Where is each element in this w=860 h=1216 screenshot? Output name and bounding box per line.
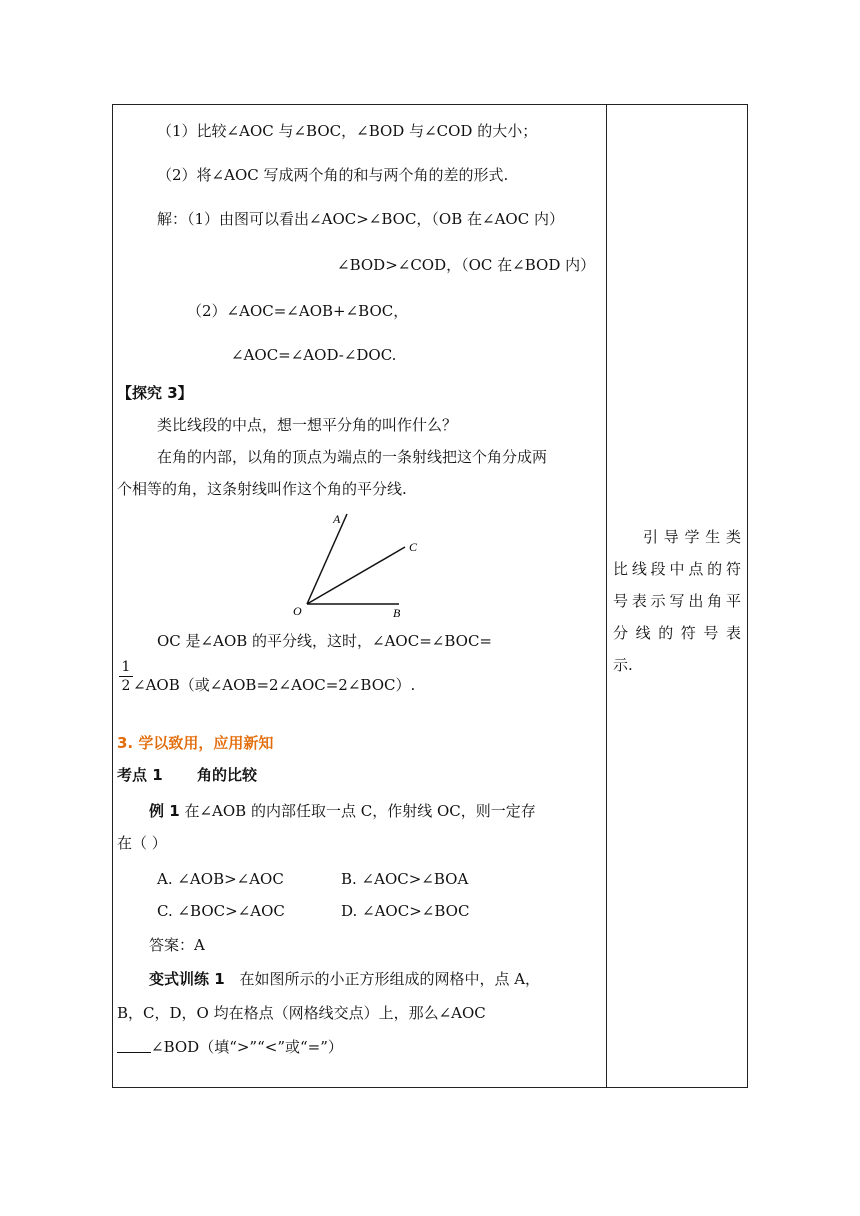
label-b: B (393, 606, 401, 620)
angle-bisector-figure (287, 509, 437, 621)
variation-1 (149, 969, 540, 989)
fill-in-blank[interactable] (117, 1038, 151, 1053)
example-1 (149, 801, 536, 821)
bisector-result-b: ∠AOB（或∠AOB=2∠AOC=2∠BOC）. (133, 676, 416, 694)
variation-1-text-b: B，C，D，O 均在格点（网格线交点）上，那么∠AOC (117, 1004, 486, 1022)
teaching-note (613, 521, 741, 681)
ray-oc (307, 547, 405, 604)
option-c: C. ∠BOC>∠AOC (157, 902, 285, 920)
variation-1-text-a: 在如图所示的小正方形组成的网格中，点 A， (239, 970, 541, 988)
teaching-note-line-1: 引导学生类 (643, 528, 741, 546)
teaching-note-line-5: 示. (613, 656, 633, 674)
fraction-denominator: 2 (121, 678, 131, 694)
explore-3-question: 类比线段的中点，想一想平分角的叫作什么？ (157, 416, 458, 434)
bisector-definition-2: 个相等的角，这条射线叫作这个角的平分线. (117, 480, 407, 498)
teaching-note-line-3: 号表示写出角平 (613, 592, 741, 610)
section-3-heading: 3. 学以致用，应用新知 (117, 734, 274, 752)
example-1-text-b: 在（ ） (117, 834, 167, 852)
lesson-table (112, 104, 748, 1088)
example-1-text-a: 在∠AOB 的内部任取一点 C，作射线 OC，则一定存 (184, 802, 536, 820)
variation-1-text-c-line (117, 1037, 343, 1057)
solution-line-1: 解：（1）由图可以看出∠AOC>∠BOC，（OB 在∠AOC 内） (157, 210, 564, 228)
ray-oa (307, 514, 347, 604)
label-c: C (409, 540, 418, 554)
variation-1-text-c: ∠BOD（填“>”“<”或“=”） (151, 1038, 343, 1056)
kaodian-label: 考点 1 (117, 766, 163, 784)
solution-line-4: ∠AOC=∠AOD-∠DOC. (231, 346, 397, 364)
teaching-note-line-2: 比线段中点的符 (613, 560, 741, 578)
label-o: O (293, 604, 302, 618)
answer: 答案：A (149, 936, 205, 954)
label-a: A (333, 512, 341, 526)
fraction-one-half (119, 659, 133, 694)
bisector-definition-1: 在角的内部，以角的顶点为端点的一条射线把这个角分成两 (157, 448, 548, 466)
option-d: D. ∠AOC>∠BOC (341, 902, 470, 920)
column-divider (606, 105, 607, 1087)
solution-line-3: （2）∠AOC=∠AOB+∠BOC， (187, 302, 409, 320)
fraction-numerator: 1 (121, 659, 131, 675)
kaodian-title: 角的比较 (197, 766, 258, 784)
solution-line-2: ∠BOD>∠COD，（OC 在∠BOD 内） (337, 256, 596, 274)
question-2: （2）将∠AOC 写成两个角的和与两个角的差的形式. (157, 166, 509, 184)
question-1: （1）比较∠AOC 与∠BOC，∠BOD 与∠COD 的大小； (157, 122, 538, 140)
variation-1-label: 变式训练 1 (149, 970, 225, 988)
example-1-label: 例 1 (149, 802, 180, 820)
teaching-note-line-4: 分线的符号表 (613, 624, 741, 642)
explore-3-heading: 【探究 3】 (117, 384, 193, 402)
option-b: B. ∠AOC>∠BOA (341, 870, 469, 888)
bisector-result-a: OC 是∠AOB 的平分线，这时，∠AOC=∠BOC= (157, 632, 492, 650)
option-a: A. ∠AOB>∠AOC (157, 870, 284, 888)
fraction-bar (119, 676, 133, 677)
